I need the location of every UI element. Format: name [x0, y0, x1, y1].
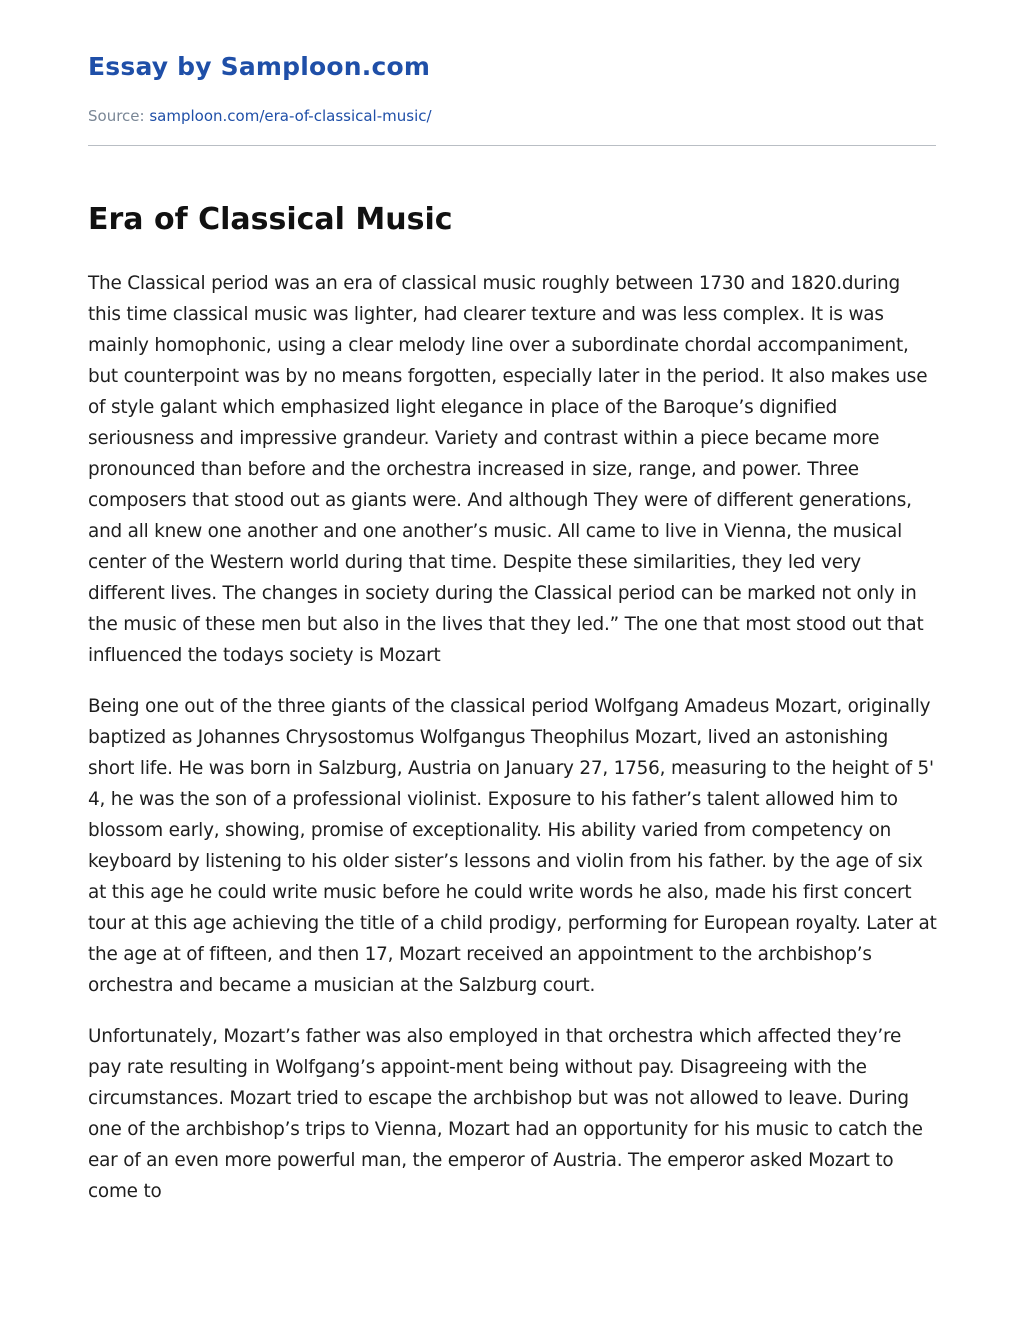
- paragraph-2: Being one out of the three giants of the classical period Wolfgang Amadeus Mozart, originally baptized as Johannes Chrysostomus Wolfgangus Theophilus Mozart, lived an astonishing short life. He was born in Salzburg, Austria on January 27, 1756, measuring to the height of 5' 4, he was the son of a professional violinist. Exposure to his father’s talent allowed him to blossom early, showing, promise of exceptionality. His ability varied from competency on keyboard by listening to his older sister’s lessons and violin from his father. by the age of six at this age he could write music before he could write words he also, made his first concert tour at this age achieving the title of a child prodigy, performing for European royalty. Later at the age at of fifteen, and then 17, Mozart received an appointment to the archbishop’s orchestra and became a musician at the Salzburg court.: [88, 696, 937, 996]
- essay-body: [88, 268, 938, 1227]
- paragraph-1: The Classical period was an era of classical music roughly between 1730 and 1820.during this time classical music was lighter, had clearer texture and was less complex. It is was mainly homophonic, using a clear melody line over a subordinate chordal accompaniment, but counterpoint was by no means forgotten, especially later in the period. It also makes use of style galant which emphasized light elegance in place of the Baroque’s dignified seriousness and impressive grandeur. Variety and contrast within a piece became more pronounced than before and the orchestra increased in size, range, and power. Three composers that stood out as giants were. And although They were of different generations, and all knew one another and one another’s music. All came to live in Vienna, the musical center of the Western world during that time. Despite these similarities, they led very different lives. The changes in society during the Classical period can be marked not only in the music of these men but also in the lives that they led.” The one that most stood out that influenced the todays society is Mozart: [88, 273, 928, 666]
- source-line: [88, 107, 432, 125]
- site-brand: Essay by Samploon.com: [88, 52, 431, 81]
- essay-title: Era of Classical Music: [88, 202, 453, 237]
- source-label: Source:: [88, 107, 145, 125]
- header-divider: [88, 145, 936, 146]
- paragraph-3: Unfortunately, Mozart’s father was also employed in that orchestra which affected they’re pay rate resulting in Wolfgang’s appoint-ment being without pay. Disagreeing with the circumstances. Mozart tried to escape the archbishop but was not allowed to leave. During one of the archbishop’s trips to Vienna, Mozart had an opportunity for his music to catch the ear of an even more powerful man, the emperor of Austria. The emperor asked Mozart to come to: [88, 1026, 923, 1202]
- source-link[interactable]: samploon.com/era-of-classical-music/: [149, 107, 432, 125]
